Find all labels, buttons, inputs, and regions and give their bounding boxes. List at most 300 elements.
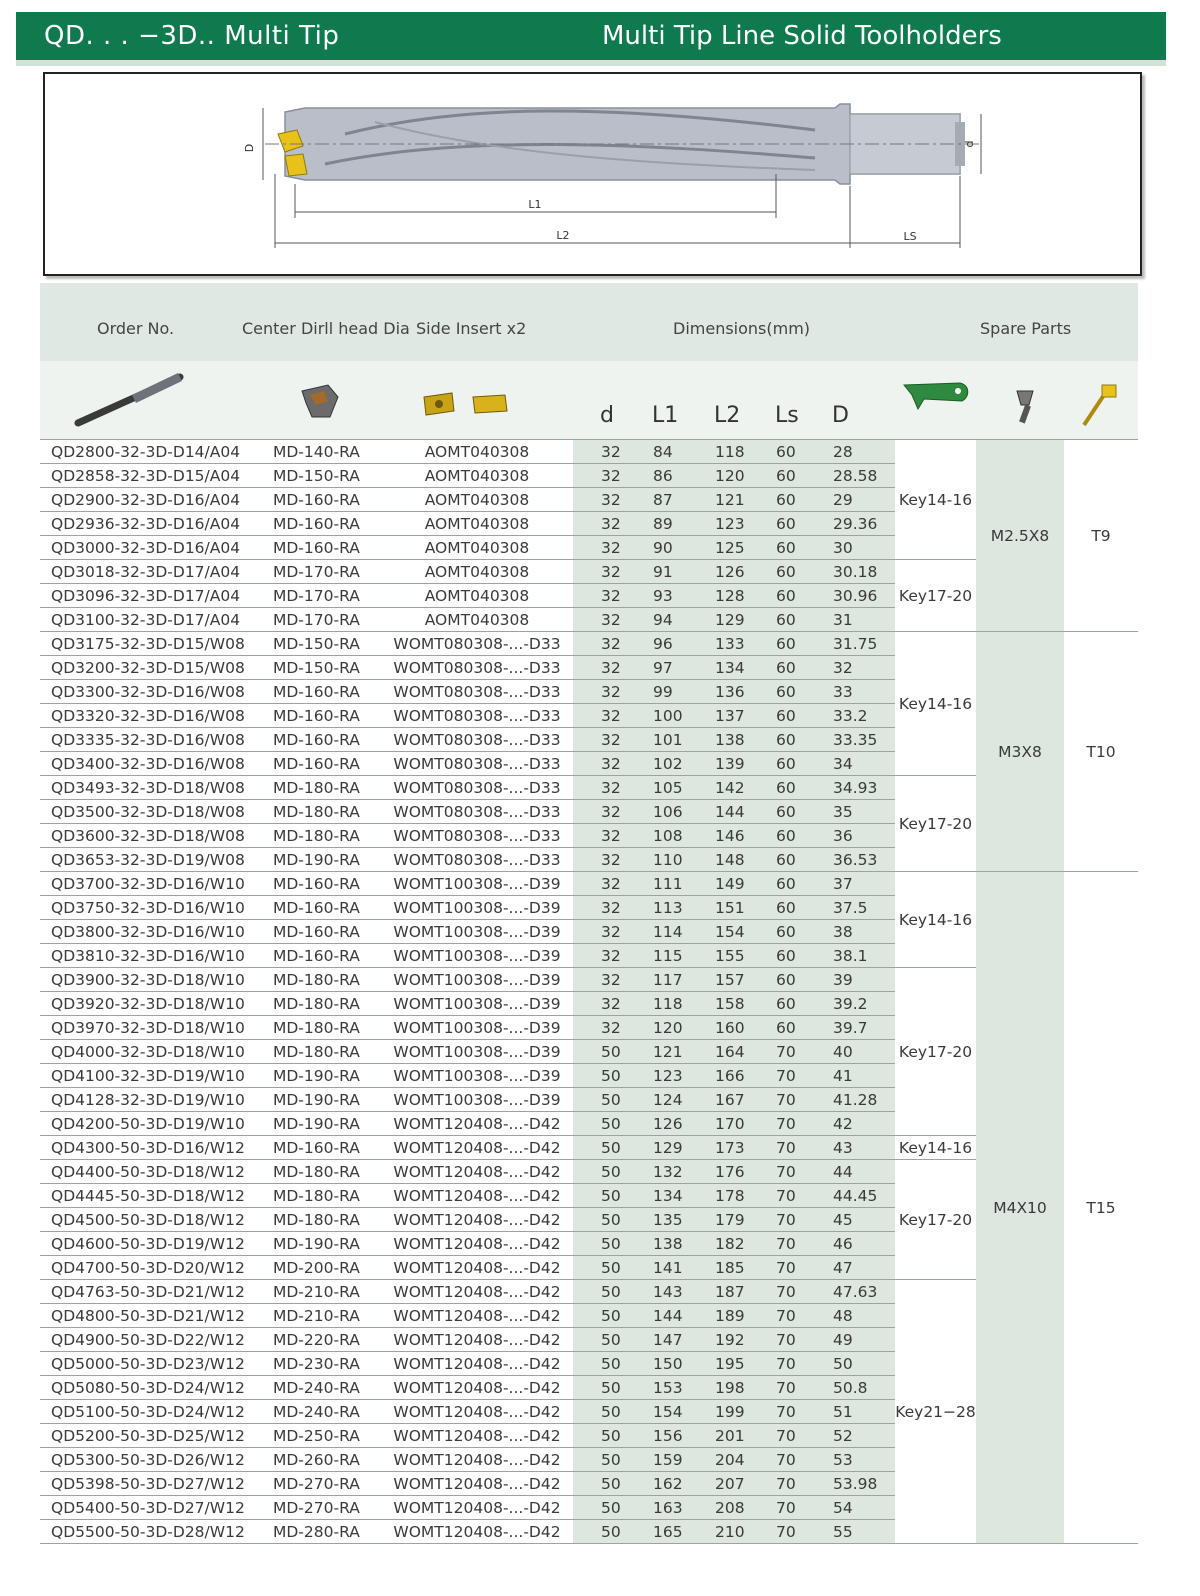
dim-l2: 154	[715, 923, 745, 941]
side-insert-cell: WOMT100308-...-D39	[381, 896, 573, 920]
side-insert-cell: WOMT120408-...-D42	[381, 1256, 573, 1280]
order-no-cell: QD4763-50-3D-D21/W12	[40, 1280, 267, 1304]
dim-D: 28	[833, 443, 853, 461]
dim-ls: 70	[776, 1211, 796, 1229]
dim-l1: 120	[653, 1019, 683, 1037]
dim-ls: 60	[776, 707, 796, 725]
center-head-cell: MD-150-RA	[267, 464, 381, 488]
icon-row	[40, 361, 1138, 439]
dim-l2: 123	[715, 515, 745, 533]
dimensions-cell	[573, 752, 895, 776]
dim-l2: 201	[715, 1427, 745, 1445]
dim-d: 32	[601, 827, 621, 845]
side-insert-cell: WOMT100308-...-D39	[381, 1040, 573, 1064]
center-head-cell: MD-180-RA	[267, 1040, 381, 1064]
side-insert-cell: WOMT120408-...-D42	[381, 1280, 573, 1304]
dim-l1: 150	[653, 1355, 683, 1373]
dim-l1: 121	[653, 1043, 683, 1061]
order-no-cell: QD3500-32-3D-D18/W08	[40, 800, 267, 824]
dimensions-cell	[573, 1520, 895, 1544]
dim-l1: 102	[653, 755, 683, 773]
center-head-cell: MD-140-RA	[267, 440, 381, 464]
col-label-l2: L2	[714, 403, 741, 428]
dim-d: 32	[601, 611, 621, 629]
center-head-cell: MD-160-RA	[267, 920, 381, 944]
dim-d: 32	[601, 875, 621, 893]
center-head-cell: MD-170-RA	[267, 608, 381, 632]
dim-ls: 60	[776, 491, 796, 509]
dimensions-cell	[573, 1304, 895, 1328]
dimensions-cell	[573, 944, 895, 968]
center-head-cell: MD-180-RA	[267, 800, 381, 824]
dim-ls: 70	[776, 1331, 796, 1349]
dimensions-cell	[573, 1088, 895, 1112]
dim-l2: 170	[715, 1115, 745, 1133]
dim-l2: 151	[715, 899, 745, 917]
dim-d: 32	[601, 779, 621, 797]
dim-D: 38	[833, 923, 853, 941]
header-spare-parts: Spare Parts	[980, 319, 1072, 338]
order-no-cell: QD2900-32-3D-D16/A04	[40, 488, 267, 512]
side-insert-cell: AOMT040308	[381, 488, 573, 512]
order-no-cell: QD3810-32-3D-D16/W10	[40, 944, 267, 968]
side-insert-shape	[285, 154, 307, 176]
side-insert-cell: WOMT100308-...-D39	[381, 992, 573, 1016]
center-head-cell: MD-190-RA	[267, 1064, 381, 1088]
label-d: d	[963, 140, 976, 148]
center-head-cell: MD-160-RA	[267, 1136, 381, 1160]
center-head-cell: MD-220-RA	[267, 1328, 381, 1352]
table-row	[40, 1280, 1138, 1304]
dim-l2: 160	[715, 1019, 745, 1037]
table-row	[40, 968, 1138, 992]
table-row	[40, 1160, 1138, 1184]
dim-D: 50	[833, 1355, 853, 1373]
dim-l1: 94	[653, 611, 673, 629]
side-insert-cell: WOMT120408-...-D42	[381, 1184, 573, 1208]
line-title: Multi Tip Line Solid Toolholders	[602, 21, 1002, 51]
dim-d: 32	[601, 683, 621, 701]
side-insert-cell: WOMT120408-...-D42	[381, 1112, 573, 1136]
dim-l2: 176	[715, 1163, 745, 1181]
dim-d: 32	[601, 995, 621, 1013]
dim-d: 32	[601, 923, 621, 941]
order-no-cell: QD4300-50-3D-D16/W12	[40, 1136, 267, 1160]
dim-D: 43	[833, 1139, 853, 1157]
dim-D: 41	[833, 1067, 853, 1085]
dimensions-cell	[573, 536, 895, 560]
order-no-cell: QD3335-32-3D-D16/W08	[40, 728, 267, 752]
order-no-cell: QD3800-32-3D-D16/W10	[40, 920, 267, 944]
dim-D: 32	[833, 659, 853, 677]
dimensions-cell	[573, 800, 895, 824]
dim-d: 50	[601, 1043, 621, 1061]
dim-D: 44	[833, 1163, 853, 1181]
dim-D: 38.1	[833, 947, 868, 965]
dim-ls: 70	[776, 1187, 796, 1205]
order-no-cell: QD3000-32-3D-D16/A04	[40, 536, 267, 560]
order-no-cell: QD5400-50-3D-D27/W12	[40, 1496, 267, 1520]
dimensions-cell	[573, 1472, 895, 1496]
dim-D: 31	[833, 611, 853, 629]
header-order-no: Order No.	[97, 319, 175, 338]
dim-d: 32	[601, 563, 621, 581]
dim-l1: 84	[653, 443, 673, 461]
side-insert-cell: WOMT080308-...-D33	[381, 800, 573, 824]
dim-l1: 159	[653, 1451, 683, 1469]
side-insert-cell: AOMT040308	[381, 464, 573, 488]
dim-ls: 70	[776, 1451, 796, 1469]
dim-l2: 133	[715, 635, 745, 653]
order-no-cell: QD5300-50-3D-D26/W12	[40, 1448, 267, 1472]
dim-ls: 60	[776, 611, 796, 629]
dim-l1: 156	[653, 1427, 683, 1445]
dim-ls: 70	[776, 1307, 796, 1325]
center-head-cell: MD-160-RA	[267, 728, 381, 752]
side-insert-cell: WOMT080308-...-D33	[381, 824, 573, 848]
dim-l2: 199	[715, 1403, 745, 1421]
dim-l2: 185	[715, 1259, 745, 1277]
side-insert-cell: WOMT120408-...-D42	[381, 1304, 573, 1328]
dim-l1: 132	[653, 1163, 683, 1181]
dim-ls: 70	[776, 1283, 796, 1301]
dim-d: 50	[601, 1355, 621, 1373]
side-insert-cell: AOMT040308	[381, 512, 573, 536]
dim-D: 30.18	[833, 563, 878, 581]
dimensions-cell	[573, 512, 895, 536]
dim-ls: 60	[776, 635, 796, 653]
dim-d: 32	[601, 707, 621, 725]
dimensions-cell	[573, 920, 895, 944]
dim-D: 50.8	[833, 1379, 868, 1397]
center-head-cell: MD-240-RA	[267, 1376, 381, 1400]
dim-ls: 60	[776, 995, 796, 1013]
order-no-cell: QD5100-50-3D-D24/W12	[40, 1400, 267, 1424]
center-head-cell: MD-160-RA	[267, 944, 381, 968]
dim-d: 32	[601, 1019, 621, 1037]
dim-ls: 70	[776, 1499, 796, 1517]
dim-ls: 70	[776, 1259, 796, 1277]
header-side-insert: Side Insert x2	[416, 319, 527, 338]
dim-d: 50	[601, 1403, 621, 1421]
side-insert-cell: WOMT080308-...-D33	[381, 656, 573, 680]
dim-D: 53	[833, 1451, 853, 1469]
side-insert-cell: WOMT100308-...-D39	[381, 872, 573, 896]
dim-l1: 99	[653, 683, 673, 701]
dim-D: 39	[833, 971, 853, 989]
center-head-cell: MD-200-RA	[267, 1256, 381, 1280]
dim-l2: 134	[715, 659, 745, 677]
order-no-cell: QD4445-50-3D-D18/W12	[40, 1184, 267, 1208]
dim-l1: 126	[653, 1115, 683, 1133]
dim-ls: 70	[776, 1379, 796, 1397]
dim-D: 37	[833, 875, 853, 893]
dimensions-cell	[573, 848, 895, 872]
order-no-cell: QD3600-32-3D-D18/W08	[40, 824, 267, 848]
dim-d: 50	[601, 1475, 621, 1493]
screw-cell: M2.5X8	[976, 440, 1064, 632]
dim-D: 33	[833, 683, 853, 701]
dim-ls: 60	[776, 755, 796, 773]
key-cell: Key14-16	[895, 440, 976, 560]
center-head-cell: MD-190-RA	[267, 1088, 381, 1112]
side-insert-cell: WOMT120408-...-D42	[381, 1160, 573, 1184]
dim-l2: 118	[715, 443, 745, 461]
order-no-cell: QD4700-50-3D-D20/W12	[40, 1256, 267, 1280]
dim-l2: 155	[715, 947, 745, 965]
dim-ls: 70	[776, 1523, 796, 1541]
dim-l2: 129	[715, 611, 745, 629]
center-head-cell: MD-160-RA	[267, 704, 381, 728]
key-cell: Key17-20	[895, 1160, 976, 1280]
center-head-cell: MD-210-RA	[267, 1280, 381, 1304]
order-no-cell: QD3400-32-3D-D16/W08	[40, 752, 267, 776]
dim-l1: 135	[653, 1211, 683, 1229]
table-row	[40, 440, 1138, 464]
side-insert-cell: AOMT040308	[381, 536, 573, 560]
side-insert-cell: WOMT080308-...-D33	[381, 680, 573, 704]
dimensions-cell	[573, 1424, 895, 1448]
order-no-cell: QD2858-32-3D-D15/A04	[40, 464, 267, 488]
label-D: D	[243, 143, 256, 153]
side-insert-cell: WOMT100308-...-D39	[381, 968, 573, 992]
center-head-cell: MD-150-RA	[267, 656, 381, 680]
dim-d: 32	[601, 515, 621, 533]
dim-D: 44.45	[833, 1187, 878, 1205]
dim-l1: 117	[653, 971, 683, 989]
dim-D: 47	[833, 1259, 853, 1277]
side-insert-cell: WOMT100308-...-D39	[381, 1088, 573, 1112]
key-icon	[900, 375, 972, 415]
center-head-cell: MD-180-RA	[267, 776, 381, 800]
dim-l2: 204	[715, 1451, 745, 1469]
dim-l1: 141	[653, 1259, 683, 1277]
dim-D: 30.96	[833, 587, 878, 605]
dim-D: 52	[833, 1427, 853, 1445]
dim-d: 32	[601, 851, 621, 869]
dim-ls: 70	[776, 1355, 796, 1373]
order-no-cell: QD4000-32-3D-D18/W10	[40, 1040, 267, 1064]
dim-d: 32	[601, 803, 621, 821]
dim-d: 32	[601, 539, 621, 557]
dimensions-cell	[573, 1496, 895, 1520]
dim-d: 32	[601, 491, 621, 509]
dim-D: 47.63	[833, 1283, 878, 1301]
toolholder-diagram	[45, 74, 1140, 274]
dimensions-cell	[573, 1160, 895, 1184]
order-no-cell: QD3300-32-3D-D16/W08	[40, 680, 267, 704]
dim-l2: 146	[715, 827, 745, 845]
key-cell: Key14-16	[895, 872, 976, 968]
dim-ls: 70	[776, 1163, 796, 1181]
side-insert-cell: AOMT040308	[381, 440, 573, 464]
center-head-cell: MD-190-RA	[267, 1232, 381, 1256]
center-head-cell: MD-160-RA	[267, 752, 381, 776]
dim-l2: 167	[715, 1091, 745, 1109]
dim-ls: 60	[776, 683, 796, 701]
center-head-cell: MD-180-RA	[267, 1184, 381, 1208]
dim-ls: 70	[776, 1235, 796, 1253]
center-head-cell: MD-190-RA	[267, 848, 381, 872]
dim-l2: 182	[715, 1235, 745, 1253]
dim-d: 50	[601, 1211, 621, 1229]
key-cell: Key17-20	[895, 560, 976, 632]
screw-icon	[1005, 387, 1039, 427]
dimensions-cell	[573, 1064, 895, 1088]
dim-l1: 90	[653, 539, 673, 557]
dim-l1: 97	[653, 659, 673, 677]
dim-l1: 100	[653, 707, 683, 725]
dimensions-cell	[573, 1328, 895, 1352]
order-no-cell: QD4900-50-3D-D22/W12	[40, 1328, 267, 1352]
dim-l2: 158	[715, 995, 745, 1013]
side-insert-cell: AOMT040308	[381, 608, 573, 632]
order-no-cell: QD3900-32-3D-D18/W10	[40, 968, 267, 992]
center-head-cell: MD-180-RA	[267, 1016, 381, 1040]
dim-D: 34	[833, 755, 853, 773]
dim-d: 50	[601, 1379, 621, 1397]
order-no-cell: QD4100-32-3D-D19/W10	[40, 1064, 267, 1088]
dim-d: 50	[601, 1115, 621, 1133]
dimensions-cell	[573, 656, 895, 680]
center-head-cell: MD-180-RA	[267, 1208, 381, 1232]
dim-l2: 187	[715, 1283, 745, 1301]
order-no-cell: QD3018-32-3D-D17/A04	[40, 560, 267, 584]
dim-l2: 189	[715, 1307, 745, 1325]
dimensions-cell	[573, 776, 895, 800]
col-label-ls: Ls	[775, 403, 799, 428]
center-head-cell: MD-260-RA	[267, 1448, 381, 1472]
dim-D: 46	[833, 1235, 853, 1253]
insert-icon	[422, 391, 456, 417]
dimensions-cell	[573, 1040, 895, 1064]
dim-l1: 91	[653, 563, 673, 581]
dim-D: 37.5	[833, 899, 868, 917]
dimensions-cell	[573, 992, 895, 1016]
center-head-cell: MD-160-RA	[267, 896, 381, 920]
header-dimensions: Dimensions(mm)	[673, 319, 811, 338]
center-head-cell: MD-170-RA	[267, 560, 381, 584]
center-head-cell: MD-180-RA	[267, 1160, 381, 1184]
dim-d: 50	[601, 1307, 621, 1325]
dim-ls: 60	[776, 827, 796, 845]
side-insert-cell: WOMT120408-...-D42	[381, 1520, 573, 1544]
dim-ls: 60	[776, 1019, 796, 1037]
dim-d: 32	[601, 731, 621, 749]
dim-ls: 60	[776, 779, 796, 797]
order-no-cell: QD3920-32-3D-D18/W10	[40, 992, 267, 1016]
dim-ls: 70	[776, 1403, 796, 1421]
side-insert-cell: WOMT120408-...-D42	[381, 1400, 573, 1424]
side-insert-cell: WOMT080308-...-D33	[381, 776, 573, 800]
dim-l1: 143	[653, 1283, 683, 1301]
dim-l2: 149	[715, 875, 745, 893]
dimensions-cell	[573, 728, 895, 752]
center-head-cell: MD-190-RA	[267, 1112, 381, 1136]
dim-d: 32	[601, 587, 621, 605]
dimensions-cell	[573, 1184, 895, 1208]
side-insert-cell: WOMT120408-...-D42	[381, 1496, 573, 1520]
dimensions-cell	[573, 1400, 895, 1424]
dim-d: 50	[601, 1451, 621, 1469]
center-head-cell: MD-160-RA	[267, 488, 381, 512]
dim-l1: 89	[653, 515, 673, 533]
order-no-cell: QD4200-50-3D-D19/W10	[40, 1112, 267, 1136]
table-header	[40, 283, 1138, 361]
dim-D: 40	[833, 1043, 853, 1061]
order-no-cell: QD5398-50-3D-D27/W12	[40, 1472, 267, 1496]
dim-l1: 165	[653, 1523, 683, 1541]
dim-l2: 179	[715, 1211, 745, 1229]
dim-ls: 60	[776, 899, 796, 917]
dim-D: 53.98	[833, 1475, 878, 1493]
dim-l1: 124	[653, 1091, 683, 1109]
dim-l1: 111	[653, 875, 683, 893]
dim-d: 50	[601, 1235, 621, 1253]
dim-D: 30	[833, 539, 853, 557]
dim-d: 32	[601, 635, 621, 653]
dim-l2: 164	[715, 1043, 745, 1061]
dimensions-cell	[573, 1256, 895, 1280]
screw-cell: M4X10	[976, 872, 1064, 1544]
dim-l2: 137	[715, 707, 745, 725]
dim-D: 45	[833, 1211, 853, 1229]
order-no-cell: QD5500-50-3D-D28/W12	[40, 1520, 267, 1544]
order-no-cell: QD3175-32-3D-D15/W08	[40, 632, 267, 656]
title-banner	[16, 12, 1166, 66]
dim-l1: 108	[653, 827, 683, 845]
insert-icon-2	[471, 391, 509, 417]
dim-l1: 87	[653, 491, 673, 509]
dim-D: 39.7	[833, 1019, 868, 1037]
dim-D: 28.58	[833, 467, 878, 485]
dim-l2: 126	[715, 563, 745, 581]
order-no-cell: QD4600-50-3D-D19/W12	[40, 1232, 267, 1256]
side-insert-cell: WOMT120408-...-D42	[381, 1376, 573, 1400]
side-insert-cell: WOMT120408-...-D42	[381, 1424, 573, 1448]
dim-l2: 139	[715, 755, 745, 773]
torx-cell: T10	[1064, 632, 1138, 872]
order-no-cell: QD3493-32-3D-D18/W08	[40, 776, 267, 800]
dim-l1: 138	[653, 1235, 683, 1253]
dim-l1: 113	[653, 899, 683, 917]
key-cell: Key17-20	[895, 968, 976, 1136]
center-head-cell: MD-180-RA	[267, 992, 381, 1016]
side-insert-cell: WOMT120408-...-D42	[381, 1448, 573, 1472]
dim-l2: 195	[715, 1355, 745, 1373]
col-label-l1: L1	[652, 403, 679, 428]
order-no-cell: QD4128-32-3D-D19/W10	[40, 1088, 267, 1112]
dim-l1: 110	[653, 851, 683, 869]
key-cell: Key17-20	[895, 776, 976, 872]
order-no-cell: QD3100-32-3D-D17/A04	[40, 608, 267, 632]
dim-l2: 144	[715, 803, 745, 821]
dim-ls: 60	[776, 851, 796, 869]
dim-D: 34.93	[833, 779, 878, 797]
center-head-cell: MD-230-RA	[267, 1352, 381, 1376]
dim-l1: 154	[653, 1403, 683, 1421]
center-head-cell: MD-280-RA	[267, 1520, 381, 1544]
order-no-cell: QD3970-32-3D-D18/W10	[40, 1016, 267, 1040]
dim-l2: 166	[715, 1067, 745, 1085]
center-head-cell: MD-270-RA	[267, 1496, 381, 1520]
dimensions-cell	[573, 1016, 895, 1040]
dim-ls: 60	[776, 803, 796, 821]
dim-l2: 173	[715, 1139, 745, 1157]
dim-D: 55	[833, 1523, 853, 1541]
dim-D: 36	[833, 827, 853, 845]
dim-l1: 93	[653, 587, 673, 605]
